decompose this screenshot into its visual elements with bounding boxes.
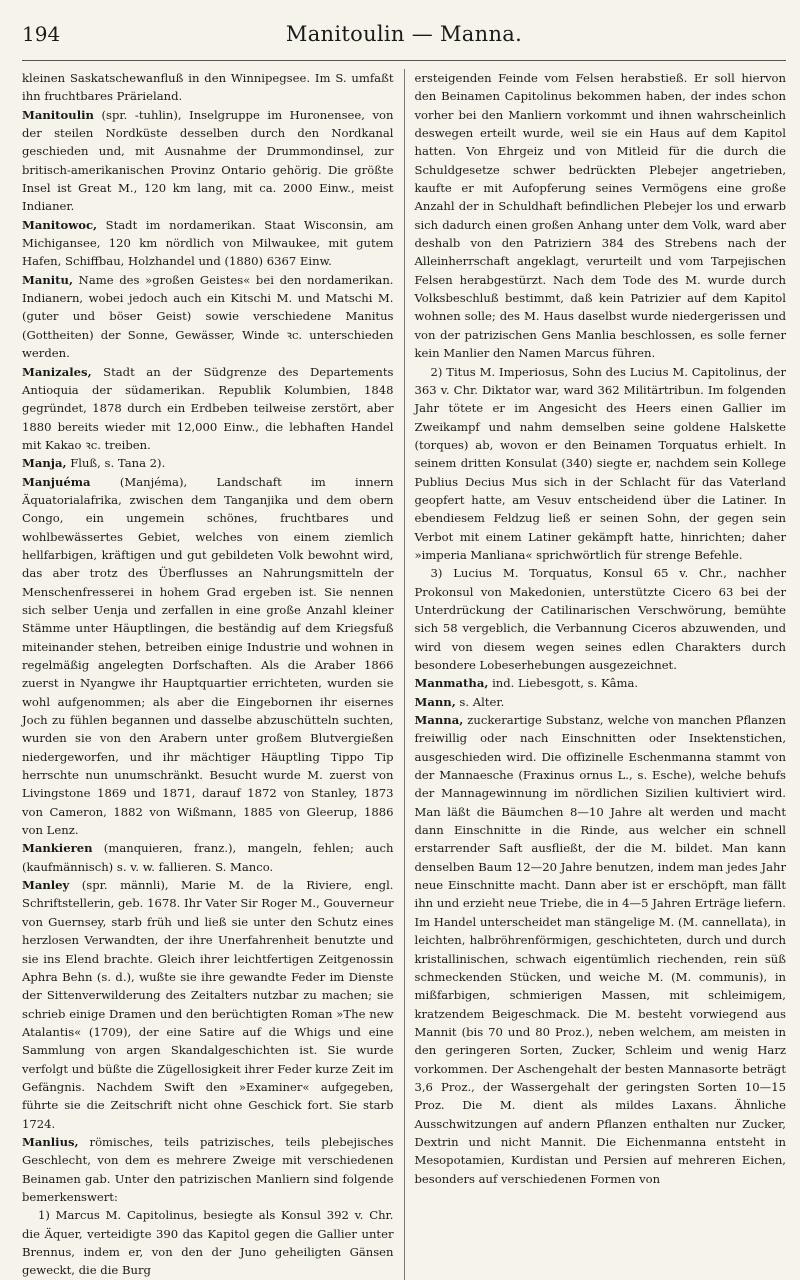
dictionary-entry bbox=[22, 473, 394, 840]
entry-text: s. Alter. bbox=[455, 694, 505, 709]
dictionary-entry bbox=[415, 363, 787, 565]
entry-text: 1) Marcus M. Capitolinus, besiegte als Konsul 392 v. Chr. die Äquer, verteidigte 390 das Kapitol gegen die Gallier unter Brennus, indem er, von den der Juno geheiligten Gänsen geweckt, die die Burg bbox=[22, 1208, 394, 1278]
dictionary-entry bbox=[22, 1206, 394, 1279]
running-title: Manitoulin — Manna. bbox=[285, 22, 523, 46]
entry-text: (Manjéma), Landschaft im innern Äquatorialafrika, zwischen dem Tanganjika und dem obern Congo, ein ungemein schönes, fruchtbares und wohlbewässertes Gebiet, welches von einem ziemlich hellfarbigen, kräftigen und gut gebildeten Volk bewohnt wird, das aber trotz des Überflusses an Nahrungsmitteln der Menschenfresserei in hohem Grad ergeben ist. Sie nennen sich selber Uenja und zerfallen in eine große Anzahl kleiner Stämme unter Häuptlingen, die beständig auf dem Kriegsfuß miteinander stehen, betreiben einige Industrie und wohnen in regelmäßig angelegten Dorfschaften. Als die Araber 1866 zuerst in Nyangwe ihr Hauptquartier errichteten, wurden sie wohl aufgenommen; als aber die Eingebornen ihr eisernes Joch zu fühlen begannen und dasselbe abzuschütteln suchten, wurden sie von den Arabern unter großem Blutvergießen niedergeworfen, und ihr mächtiger Häuptling Tippo Tip herrschte nun unumschränkt. Besucht wurde M. zuerst von Livingstone 1869 und 1871, darauf 1872 von Stanley, 1873 von Cameron, 1882 von Wißmann, 1885 von Gleerup, 1886 von Lenz. bbox=[22, 474, 394, 838]
entry-text: ind. Liebesgott, s. Kâma. bbox=[488, 676, 639, 691]
dictionary-entry bbox=[22, 216, 394, 271]
entry-text: (spr. -tuhlin), Inselgruppe im Huronensee, von der steilen Nordküste desselben durch den Nordkanal geschieden und, mit Ausnahme der Drummondinsel, zur britisch-amerikanischen Provinz Ontario gehörig. Die größte Insel ist Great M., 120 km lang, mit ca. 2000 Einw., meist Indianer. bbox=[22, 107, 394, 214]
entry-headword: Manitowoc, bbox=[22, 217, 98, 232]
entry-text: Name des »großen Geistes« bei den nordamerikan. Indianern, wobei jedoch auch ein Kitschi M. und Matschi M. (guter und böser Geist) sowie verschiedene Manitus (Gottheiten) der Sonne, Gewässer, Winde ꝛc. unterschieden werden. bbox=[22, 272, 394, 361]
dictionary-entry bbox=[22, 69, 394, 106]
dictionary-entry bbox=[22, 106, 394, 216]
entry-text: 3) Lucius M. Torquatus, Konsul 65 v. Chr., nachher Prokonsul von Makedonien, unterstützte Cicero 63 bei der Unterdrückung der Catilinarischen Verschwörung, bemühte sich 58 vergeblich, die Verbannung Ciceros abzuwenden, und wird von diesem wegen seines edlen Charakters durch besondere Lobeserhebungen ausgezeichnet. bbox=[414, 566, 786, 672]
entry-headword: Mann, bbox=[414, 694, 456, 709]
entry-headword: Mankieren bbox=[22, 841, 93, 856]
dictionary-entry bbox=[22, 363, 394, 455]
entry-headword: Manitoulin bbox=[22, 107, 94, 122]
dictionary-entry bbox=[415, 693, 787, 711]
dictionary-entry bbox=[22, 454, 394, 472]
dictionary-entry bbox=[22, 271, 394, 363]
entry-headword: Manmatha, bbox=[414, 676, 489, 691]
entry-text: römisches, teils patrizisches, teils plebejisches Geschlecht, von dem es mehrere Zweige mit verschiedenen Beinamen gab. Unter den patrizischen Manliern sind folgende bemerkenswert: bbox=[22, 1134, 394, 1204]
entry-headword: Manjuéma bbox=[22, 474, 91, 489]
dictionary-entry bbox=[415, 711, 787, 1188]
entry-text: (spr. männli), Marie M. de la Riviere, engl. Schriftstellerin, geb. 1678. Ihr Vater Sir Roger M., Gouverneur von Guernsey, starb früh und ließ sie unter den Schutz eines herzlosen Verwandten, der ihre Unerfahrenheit benutzte und sie ins Elend brachte. Gleich ihrer leichtfertigen Zeitgenossin Aphra Behn (s. d.), wußte sie ihre gewandte Feder im Dienste der Sittenverwilderung des Zeitalters nutzbar zu machen; sie schrieb einige Dramen und den berüchtigten Roman »The new Atalantis« (1709), der eine Satire auf die Whigs und eine Sammlung von argen Skandalgeschichten ist. Sie wurde verfolgt und büßte die Zügellosigkeit ihrer Feder kurze Zeit im Gefängnis. Nachdem Swift den »Examiner« aufgegeben, führte sie die Zeitschrift nicht ohne Geschick fort. Sie starb 1724. bbox=[22, 878, 394, 1131]
entry-text: Stadt im nordamerikan. Staat Wisconsin, am Michigansee, 120 km nördlich von Milwaukee, mit gutem Hafen, Schiffbau, Holzhandel und (1880) 6367 Einw. bbox=[22, 217, 394, 269]
entry-text: zuckerartige Substanz, welche von manchen Pflanzen freiwillig oder nach Einschnitten oder Insektenstichen, ausgeschieden wird. Die offizinelle Eschenmanna stammt von der Mannaesche (Fraxinus ornus L., s. Esche), welche behufs der Mannagewinnung im nördlichen Sizilien kultiviert wird. Man läßt die Bäumchen 8—10 Jahre alt werden und macht dann Einschnitte in die Rinde, aus welcher ein schnell erstarrender Saft ausfließt, der die M. bildet. Man kann denselben Baum 12—20 Jahre benutzen, indem man jedes Jahr neue Einschnitte macht. Dann aber ist er erschöpft, man fällt ihn und erzieht neue Triebe, die in 4—5 Jahren Erträge liefern. Im Handel unterscheidet man stängelige M. (M. cannellata), in leichten, halbröhrenförmigen, geschichteten, durch und durch kristallinischen, schwach eigentümlich riechenden, rein süß schmeckenden Stücken, und weiche M. (M. communis), in mißfarbigen, schmierigen Massen, mit schleimigem, kratzendem Beigeschmack. Die M. besteht vorwiegend aus Mannit (bis 70 und 80 Proz.), neben welchem, am meisten in den geringeren Sorten, Zucker, Schleim und wenig Harz vorkommen. Der Aschengehalt der besten Mannasorte beträgt 3,6 Proz., der Wassergehalt der geringsten Sorten 10—15 Proz. Die M. dient als mildes Laxans. Ähnliche Ausschwitzungen auf andern Pflanzen enthalten nur Zucker, Dextrin und nicht Mannit. Die Eichenmanna entsteht in Mesopotamien, Kurdistan und Persien auf mehreren Eichen, besonders auf verschiedenen Formen von bbox=[414, 713, 786, 1186]
entry-headword: Manlius, bbox=[22, 1134, 79, 1149]
dictionary-entry bbox=[415, 564, 787, 674]
right-column bbox=[405, 69, 787, 1280]
entry-text: Stadt an der Südgrenze des Departements Antioquia der südamerikan. Republik Kolumbien, 1848 gegründet, 1878 durch ein Erdbeben teilweise zerstört, aber 1880 bereits wieder mit 12,000 Einw., die lebhaften Handel mit Kakao ꝛc. treiben. bbox=[22, 364, 394, 452]
left-column bbox=[22, 69, 405, 1280]
dictionary-entry bbox=[415, 674, 787, 692]
page-number: 194 bbox=[22, 22, 61, 46]
entry-headword: Manna, bbox=[414, 713, 464, 728]
entry-text: (manquieren, franz.), mangeln, fehlen; auch (kaufmännisch) s. v. w. fallieren. S. Manco. bbox=[22, 841, 394, 874]
entry-text: kleinen Saskatschewanfluß in den Winnipegsee. Im S. umfaßt ihn fruchtbares Prärieland. bbox=[22, 71, 394, 104]
entry-text: Fluß, s. Tana 2). bbox=[66, 456, 166, 471]
entry-text: 2) Titus M. Imperiosus, Sohn des Lucius M. Capitolinus, der 363 v. Chr. Diktator war, ward 362 Militärtribun. Im folgenden Jahr tötete er im Angesicht des Heers einen Gallier im Zweikampf und nahm demselben seine goldene Halskette (torques) ab, wovon er den Beinamen Torquatus erhielt. In seinem dritten Konsulat (340) siegte er, nachdem sein Kollege Publius Decius Mus sich in der Schlacht für das Vaterland geopfert hatte, am Vesuv entscheidend über die Latiner. In ebendiesem Feldzug ließ er seinen Sohn, der gegen sein Verbot mit einem Latiner gekämpft hatte, hinrichten; daher »imperia Manliana« sprichwörtlich für strenge Befehle. bbox=[414, 364, 786, 562]
dictionary-entry bbox=[22, 839, 394, 876]
entry-headword: Manitu, bbox=[22, 272, 74, 287]
dictionary-entry bbox=[22, 1133, 394, 1206]
entry-headword: Manja, bbox=[22, 456, 67, 471]
entry-headword: Manizales, bbox=[22, 364, 92, 379]
page-header bbox=[22, 22, 786, 61]
text-columns bbox=[22, 69, 786, 1280]
entry-headword: Manley bbox=[22, 878, 70, 893]
dictionary-entry bbox=[415, 69, 787, 363]
dictionary-entry bbox=[22, 876, 394, 1133]
entry-text: ersteigenden Feinde vom Felsen herabstieß. Er soll hiervon den Beinamen Capitolinus bekommen haben, der indes schon vorher bei den Manliern vorkommt und ihnen wahrscheinlich deswegen erteilt wurde, weil sie ein Haus auf dem Kapitol hatten. Von Ehrgeiz und von Mitleid für die durch die Schuldgesetze schwer bedrückten Plebejer angetrieben, kaufte er mit Aufopferung seines Vermögens eine große Anzahl der in Schuldhaft befindlichen Plebejer los und erwarb sich dadurch einen großen Anhang unter dem Volk, ward aber deshalb von den Patriziern 384 des Strebens nach der Alleinherrschaft angeklagt, verurteilt und vom Tarpejischen Felsen herabgestürzt. Nach dem Tode des M. wurde durch Volksbeschluß bestimmt, daß kein Patrizier auf dem Kapitol wohnen solle; des M. Haus daselbst wurde niedergerissen und von der patrizischen Gens Manlia beschlossen, es solle ferner kein Manlier den Namen Marcus führen. bbox=[414, 71, 786, 361]
